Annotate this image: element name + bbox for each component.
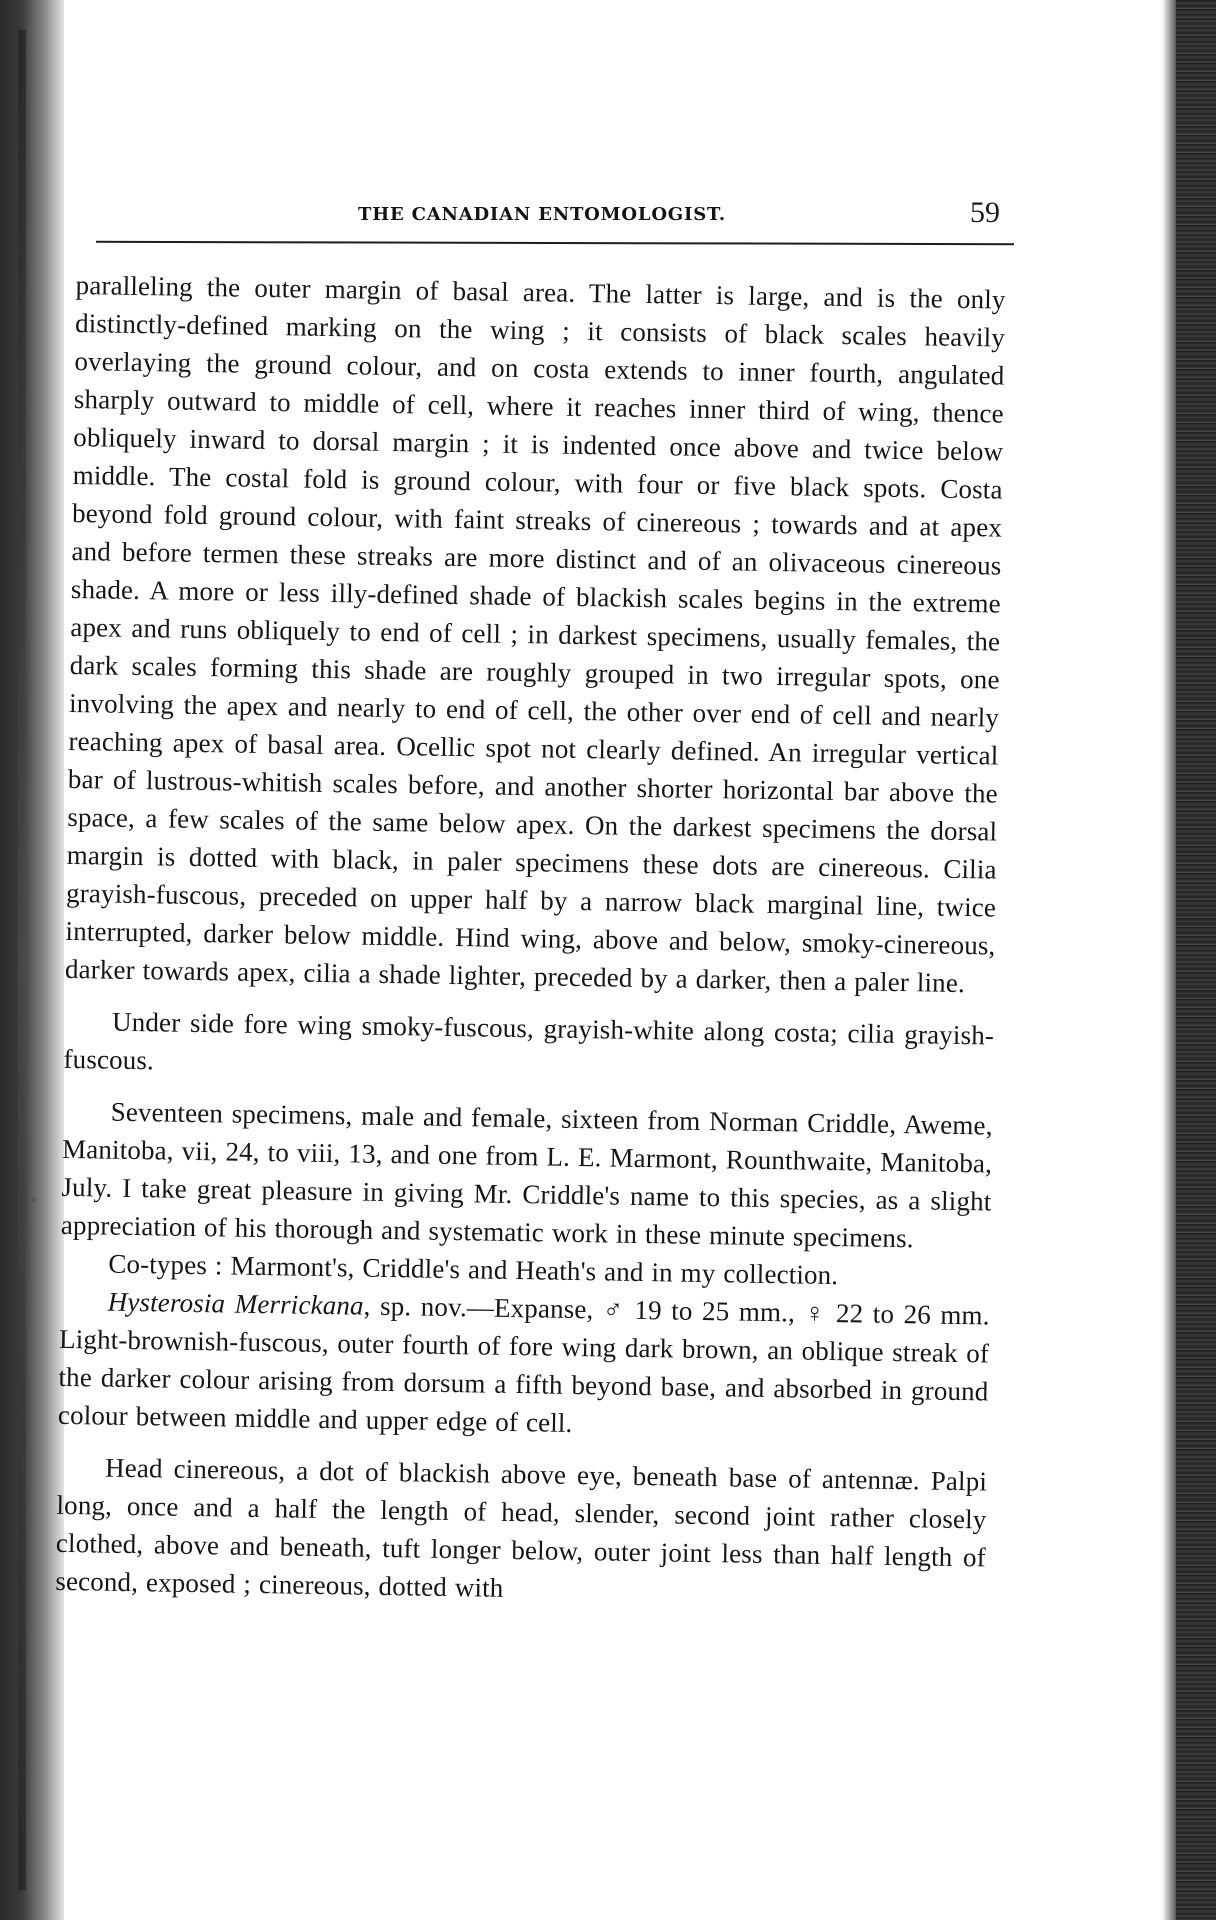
paragraph-underside: Under side fore wing smoky-fuscous, grayish-white along costa; cilia grayish-fuscous.	[63, 1006, 995, 1076]
header-rule	[96, 241, 1014, 245]
paragraph-cotypes: Co-types : Marmont's, Criddle's and Heath's and in my collection.	[108, 1248, 839, 1291]
journal-page	[55, 190, 1016, 1750]
margin-mark: •	[30, 1190, 38, 1212]
paragraph-specimens: Seventeen specimens, male and female, sixteen from Norman Criddle, Aweme, Manitoba, vii, 24, to viii, 13, and one from L. E. Marmont, Rounthwaite, Manitoba, July. I take great pleasure in giving Mr. Criddle's name to this species, as a slight appreciation of his thorough and systematic work in these minute specimens.	[60, 1096, 993, 1254]
page-stack-edge	[1176, 0, 1216, 1920]
page-number: 59	[970, 196, 1000, 229]
running-head: THE CANADIAN ENTOMOLOGIST.	[358, 204, 726, 225]
page-header	[86, 190, 1006, 232]
page-body	[55, 266, 1006, 1614]
paragraph-new-species	[58, 1282, 990, 1449]
book-spine-shadow	[0, 0, 64, 1920]
species-description: , sp. nov.—Expanse, ♂ 19 to 25 mm., ♀ 22 to 26 mm. Light-brownish-fuscous, outer fourth of fore wing dark brown, an oblique streak of the darker colour arising from dorsum a fifth beyond base, and absorbed in ground colour between middle and upper edge of cell.	[57, 1290, 990, 1438]
paragraph-head: Head cinereous, a dot of blackish above eye, beneath base of antennæ. Palpi long, once and a half the length of head, slender, second joint rather closely clothed, above and beneath, tuft longer below, outer joint less than half length of second, exposed ; cinereous, dotted with	[55, 1452, 988, 1603]
paragraph-description: paralleling the outer margin of basal area. The latter is large, and is the only distinctly-defined marking on the wing ; it consists of black scales heavily overlaying the ground colour, and on costa extends to inner fourth, angulated sharply outward to middle of cell, where it reaches inner third of wing, thence obliquely inward to dorsal margin ; it is indented once above and twice below middle. The costal fold is ground colour, with four or five black spots. Costa beyond fold ground colour, with faint streaks of cinereous ; towards and at apex and before termen these streaks are more distinct and of an olivaceous cinereous shade. A more or less illy-defined shade of blackish scales begins in the extreme apex and runs obliquely to end of cell ; in darkest specimens, usually females, the dark scales forming this shade are roughly grouped in two irregular spots, one involving the apex and nearly to end of cell, the other over end of cell and nearly reaching apex of basal area. Ocellic spot not clearly defined. An irregular vertical bar of lustrous-whitish scales before, and another shorter horizontal bar above the space, a few scales of the same below apex. On the darkest specimens the dorsal margin is dotted with black, in paler specimens these dots are cinereous. Cilia grayish-fuscous, preceded on upper half by a narrow black marginal line, twice interrupted, darker below middle. Hind wing, above and below, smoky-cinereous, darker towards apex, cilia a shade lighter, preceded by a darker, then a paler line.	[64, 269, 1006, 999]
species-name: Hysterosia Merrickana	[107, 1286, 364, 1321]
